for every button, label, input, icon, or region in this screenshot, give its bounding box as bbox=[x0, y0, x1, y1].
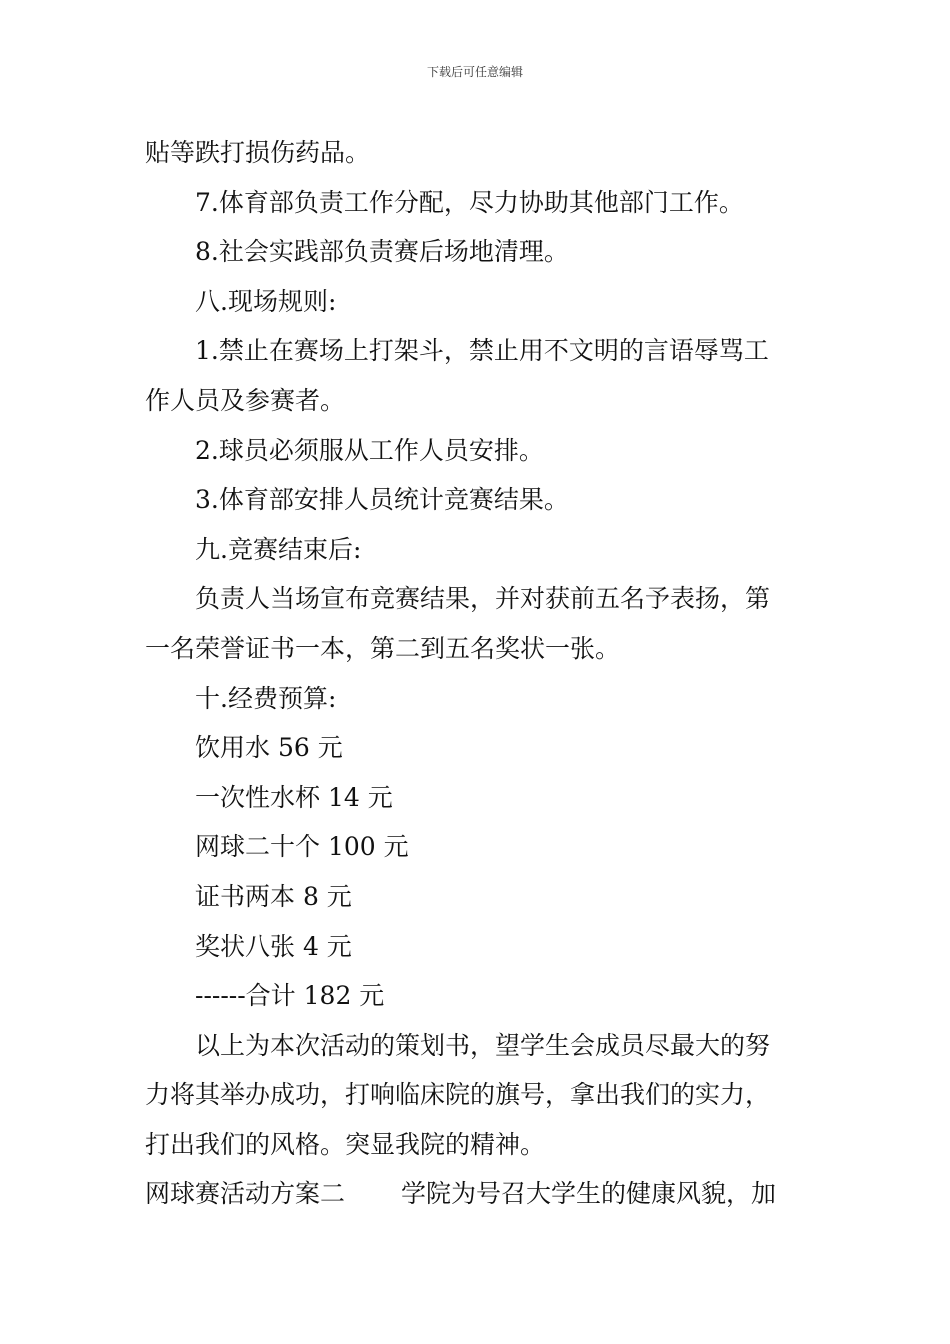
section-heading: 八.现场规则: bbox=[195, 286, 337, 316]
paragraph-line: 贴等跌打损伤药品。 bbox=[145, 138, 371, 167]
plan-title: 网球赛活动方案二 bbox=[145, 1179, 346, 1209]
paragraph-line: 以上为本次活动的策划书，望学生会成员尽最大的努 bbox=[195, 1030, 771, 1060]
budget-item: 证书两本 8 元 bbox=[195, 881, 352, 911]
budget-total: ------合计 182 元 bbox=[195, 981, 385, 1011]
section-heading: 九.竞赛结束后: bbox=[195, 534, 362, 564]
section-heading: 十.经费预算: bbox=[195, 683, 337, 713]
budget-item: 饮用水 56 元 bbox=[195, 733, 343, 763]
paragraph-line: 8.社会实践部负责赛后场地清理。 bbox=[195, 237, 569, 267]
paragraph-line bbox=[145, 1169, 807, 1219]
budget-item: 一次性水杯 14 元 bbox=[195, 782, 393, 812]
budget-item: 奖状八张 4 元 bbox=[195, 931, 352, 961]
paragraph-text: 学院为号召大学生的健康风貌，加 bbox=[401, 1179, 777, 1209]
budget-item: 网球二十个 100 元 bbox=[195, 832, 409, 862]
paragraph-line: 7.体育部负责工作分配，尽力协助其他部门工作。 bbox=[195, 187, 744, 217]
paragraph-line: 1.禁止在赛场上打架斗，禁止用不文明的言语辱骂工 bbox=[195, 336, 769, 366]
document-body bbox=[145, 128, 807, 1219]
page-header: 下载后可任意编辑 bbox=[426, 65, 523, 79]
paragraph-line: 一名荣誉证书一本，第二到五名奖状一张。 bbox=[145, 633, 621, 663]
paragraph-line: 打出我们的风格。突显我院的精神。 bbox=[145, 1129, 546, 1159]
paragraph-line: 负责人当场宣布竞赛结果，并对获前五名予表扬，第 bbox=[195, 584, 771, 614]
paragraph-line: 3.体育部安排人员统计竞赛结果。 bbox=[195, 485, 569, 515]
paragraph-line: 作人员及参赛者。 bbox=[145, 385, 346, 415]
paragraph-line: 2.球员必须服从工作人员安排。 bbox=[195, 435, 544, 465]
paragraph-line: 力将其举办成功，打响临床院的旗号，拿出我们的实力， bbox=[145, 1080, 771, 1110]
